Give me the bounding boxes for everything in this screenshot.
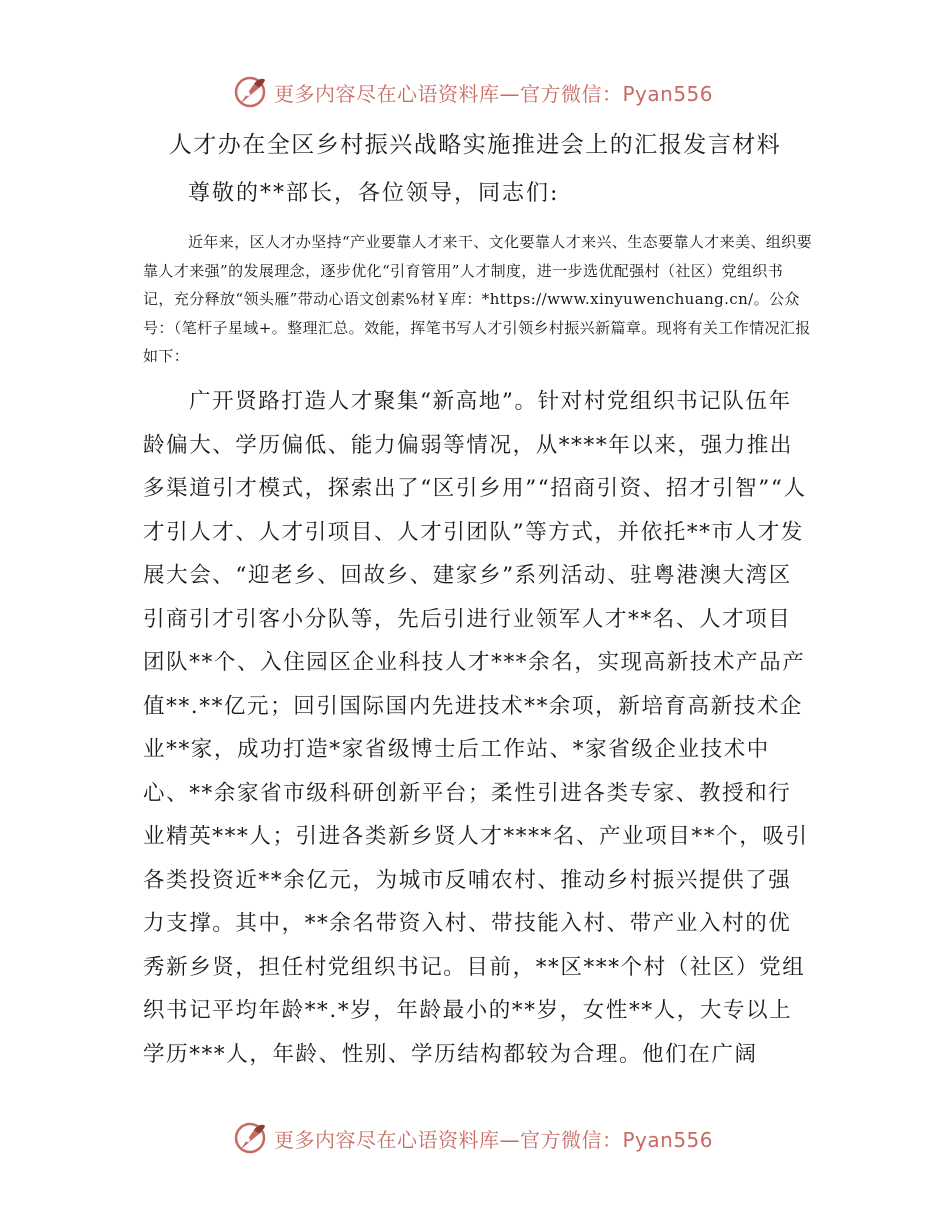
footer-watermark-banner bbox=[0, 1118, 950, 1158]
intro-paragraph: 近年来，区人才办坚持“产业要靠人才来干、文化要靠人才来兴、生态要靠人才来美、组织要靠人才来强”的发展理念，逐步优化“引育管用”人才制度，进一步选优配强村（社区）党组织书记，充分释放“领头雁”带动心语文创素%材￥库：*https://www.xinyuwenchuang.cn/。公众号：（笔杆子星域+。整理汇总。效能，挥笔书写人才引领乡村振兴新篇章。现将有关工作情况汇报如下： bbox=[143, 233, 813, 365]
header-watermark-banner bbox=[0, 72, 950, 112]
document-title: 人才办在全区乡村振兴战略实施推进会上的汇报发言材料 bbox=[168, 132, 782, 158]
body-paragraph: 广开贤路打造人才聚集“新高地”。针对村党组织书记队伍年龄偏大、学历偏低、能力偏弱等情况，从****年以来，强力推出多渠道引才模式，探索出了“区引乡用”“招商引资、招才引智”“人才引人才、人才引项目、人才引团队”等方式，并依托**市人才发展大会、“迎老乡、回故乡、建家乡”系列活动、驻粤港澳大湾区引商引才引客小分队等，先后引进行业领军人才**名、人才项目团队**个、入住园区企业科技人才***余名，实现高新技术产品产值**.**亿元；回引国际国内先进技术**余项，新培育高新技术企业**家，成功打造*家省级博士后工作站、*家省级企业技术中心、**余家省市级科研创新平台；柔性引进各类专家、教授和行业精英***人；引进各类新乡贤人才****名、产业项目**个，吸引各类投资近**余亿元，为城市反哺农村、推动乡村振兴提供了强力支撑。其中，**余名带资入村、带技能入村、带产业入村的优秀新乡贤，担任村党组织书记。目前，**区***个村（社区）党组织书记平均年龄**.*岁，年龄最小的**岁，女性**人，大专以上学历***人，年龄、性别、学历结构都较为合理。他们在广阔 bbox=[143, 389, 809, 1067]
salutation: 尊敬的**部长，各位领导，同志们: bbox=[188, 181, 560, 206]
quill-pen-logo-icon bbox=[232, 74, 268, 110]
watermark-text: 更多内容尽在心语资料库—官方微信：Pyan556 bbox=[274, 1128, 714, 1152]
quill-pen-logo-icon bbox=[232, 1120, 268, 1156]
watermark-text: 更多内容尽在心语资料库—官方微信：Pyan556 bbox=[274, 82, 714, 106]
